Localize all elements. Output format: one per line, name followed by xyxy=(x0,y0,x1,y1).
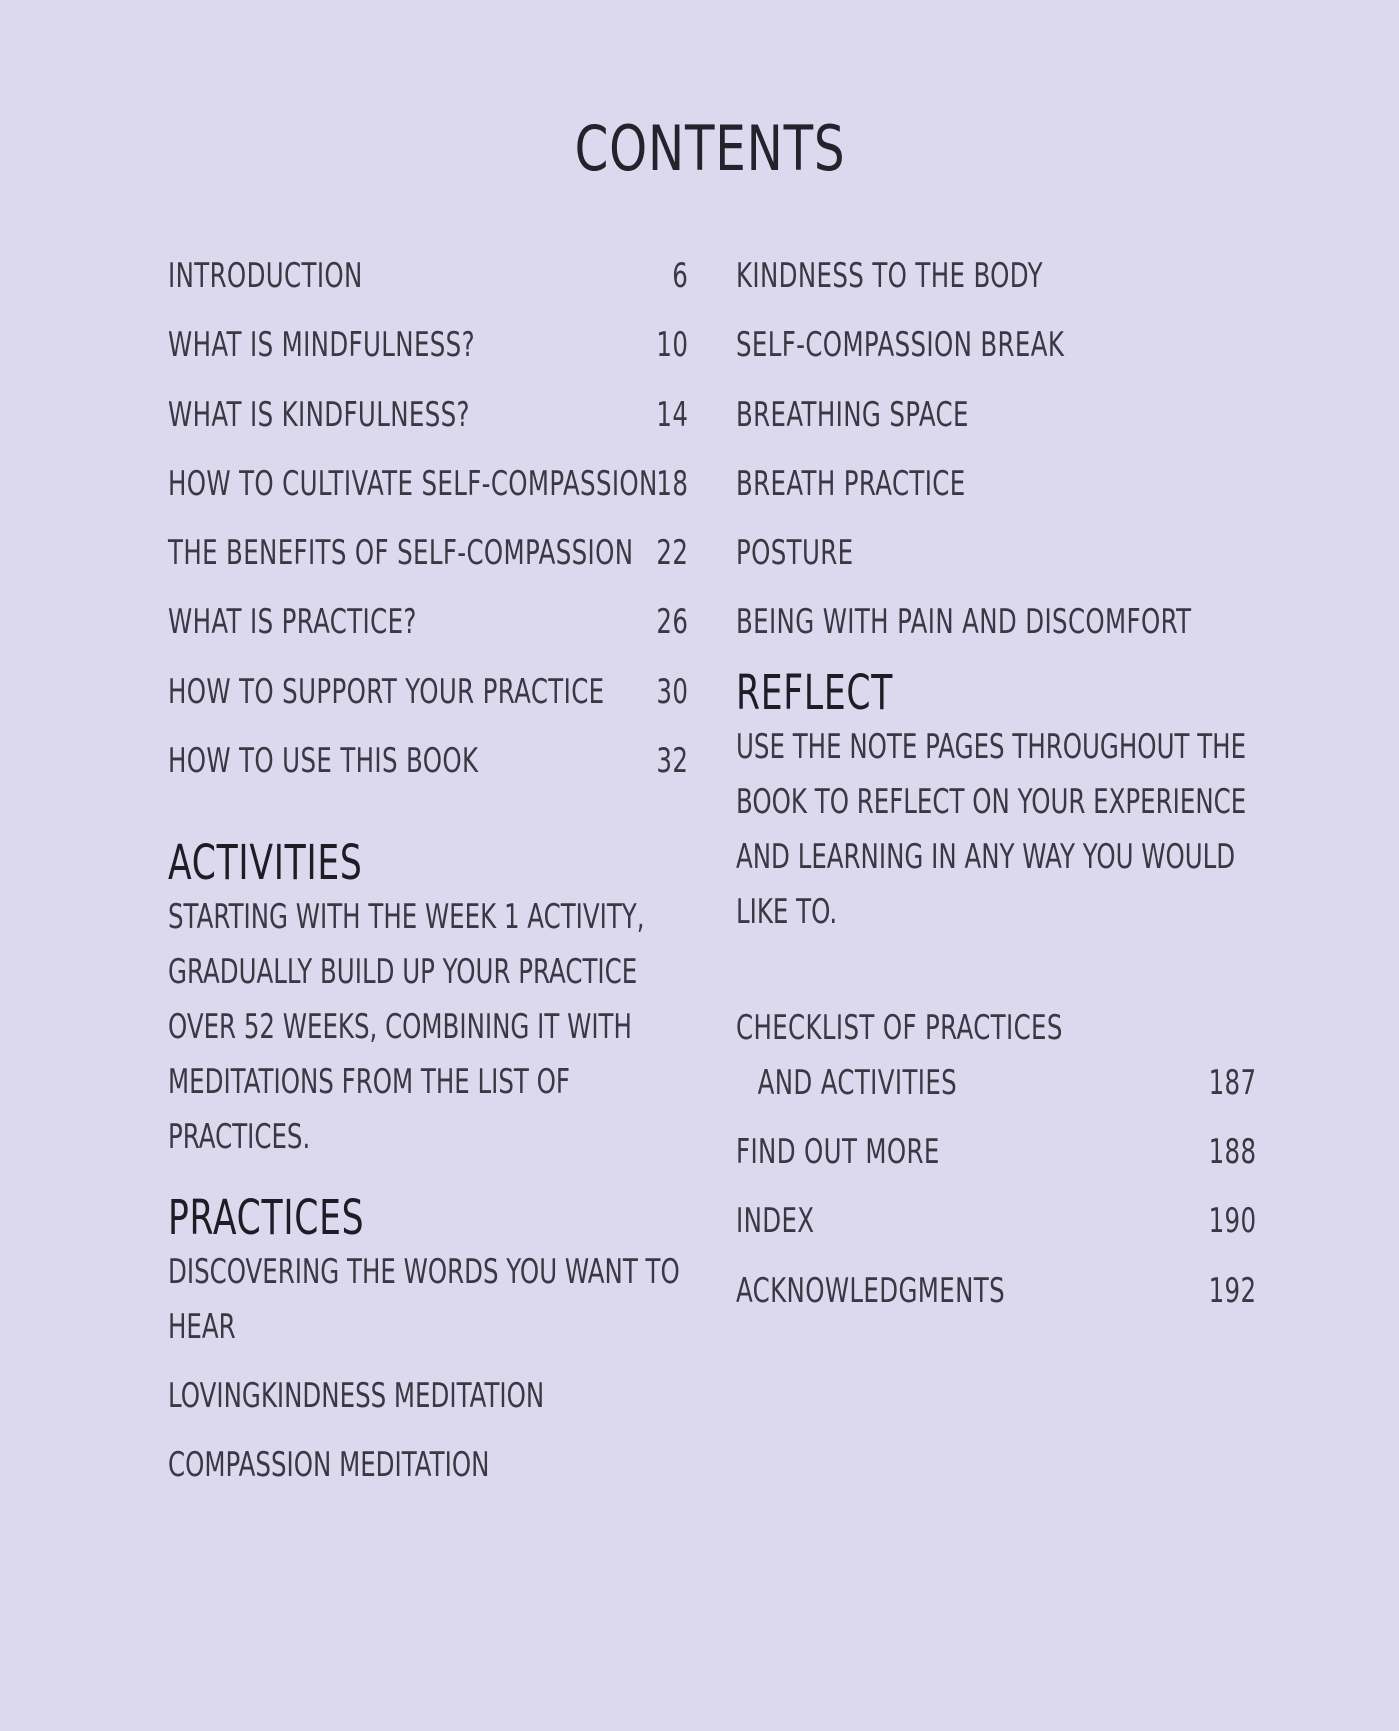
toc-entry-page: 10 xyxy=(656,325,688,366)
reflect-line: AND LEARNING IN ANY WAY YOU WOULD xyxy=(736,836,1236,877)
activities-line: MEDITATIONS FROM THE LIST OF xyxy=(168,1062,570,1103)
toc-entry[interactable] xyxy=(736,395,1256,464)
toc-entry-label: BREATH PRACTICE xyxy=(736,463,966,504)
toc-entry-label: CHECKLIST OF PRACTICES xyxy=(736,1007,1063,1048)
practice-item-line: COMPASSION MEDITATION xyxy=(168,1445,490,1486)
toc-entry-checklist[interactable] xyxy=(736,1008,1256,1063)
toc-entry-page: 188 xyxy=(1208,1132,1256,1173)
toc-entry-label: BEING WITH PAIN AND DISCOMFORT xyxy=(736,602,1192,643)
toc-entry-label: AND ACTIVITIES xyxy=(757,1062,958,1103)
toc-entry-label: POSTURE xyxy=(736,533,854,574)
toc-entry-page: 190 xyxy=(1208,1201,1256,1242)
toc-entry-page: 6 xyxy=(672,256,688,296)
activities-line: OVER 52 WEEKS, COMBINING IT WITH xyxy=(168,1007,632,1048)
activities-heading xyxy=(168,836,688,890)
toc-entry-label: BREATHING SPACE xyxy=(736,394,969,435)
activities-line: STARTING WITH THE WEEK 1 ACTIVITY, xyxy=(168,897,645,938)
toc-entry[interactable] xyxy=(168,395,688,464)
reflect-line: BOOK TO REFLECT ON YOUR EXPERIENCE xyxy=(736,781,1247,822)
practice-item[interactable] xyxy=(168,1369,688,1424)
reflect-line: USE THE NOTE PAGES THROUGHOUT THE xyxy=(736,726,1247,767)
toc-entry[interactable] xyxy=(736,1271,1256,1340)
toc-entry[interactable] xyxy=(168,256,688,325)
toc-entry[interactable] xyxy=(736,325,1256,394)
toc-entry-label: INDEX xyxy=(736,1201,815,1242)
practices-heading xyxy=(168,1191,688,1245)
toc-entry[interactable] xyxy=(168,533,688,602)
toc-entry[interactable] xyxy=(736,602,1256,671)
activities-heading-text: ACTIVITIES xyxy=(168,835,363,892)
practice-item[interactable] xyxy=(168,1438,688,1493)
toc-entry[interactable] xyxy=(736,1132,1256,1201)
reflect-line: LIKE TO. xyxy=(736,891,838,932)
practice-item-line: DISCOVERING THE WORDS YOU WANT TO xyxy=(168,1252,680,1293)
toc-entry[interactable] xyxy=(736,464,1256,533)
right-column xyxy=(736,256,1256,1340)
toc-entry-label: INTRODUCTION xyxy=(168,256,363,296)
toc-entry-label: WHAT IS KINDFULNESS? xyxy=(168,394,470,435)
toc-entry[interactable] xyxy=(736,533,1256,602)
practices-list xyxy=(168,1245,688,1493)
practices-heading-text: PRACTICES xyxy=(168,1190,365,1247)
left-column xyxy=(168,256,688,1493)
page-title: CONTENTS xyxy=(574,112,846,185)
toc-entry-page: 26 xyxy=(656,602,688,643)
toc-entry-label: HOW TO CULTIVATE SELF-COMPASSION xyxy=(168,463,658,504)
toc-entry-page: 187 xyxy=(1208,1062,1256,1103)
toc-entry-checklist-cont[interactable] xyxy=(736,1063,1256,1132)
toc-entry-page: 32 xyxy=(656,741,688,782)
reflect-heading-text: REFLECT xyxy=(736,664,894,721)
toc-entry-label: WHAT IS PRACTICE? xyxy=(168,602,417,643)
reflect-description xyxy=(736,720,1256,940)
toc-entry[interactable] xyxy=(168,325,688,394)
reflect-heading xyxy=(736,666,1256,720)
toc-entry[interactable] xyxy=(736,1201,1256,1270)
toc-entry[interactable] xyxy=(168,672,688,741)
practice-item-line: LOVINGKINDNESS MEDITATION xyxy=(168,1376,545,1417)
activities-line: PRACTICES. xyxy=(168,1117,311,1158)
practice-item-line: HEAR xyxy=(168,1307,236,1348)
toc-entry[interactable] xyxy=(168,464,688,533)
toc-entry-page: 14 xyxy=(656,394,688,435)
toc-entry-label: ACKNOWLEDGMENTS xyxy=(736,1270,1005,1311)
toc-entry[interactable] xyxy=(168,602,688,671)
toc-entry-label: KINDNESS TO THE BODY xyxy=(736,256,1043,296)
toc-entry-label: SELF-COMPASSION BREAK xyxy=(736,325,1065,366)
toc-entry-page: 18 xyxy=(656,463,688,504)
toc-entry-label: THE BENEFITS OF SELF-COMPASSION xyxy=(168,533,634,574)
toc-entry-page: 30 xyxy=(656,671,688,712)
toc-entry-label: HOW TO SUPPORT YOUR PRACTICE xyxy=(168,671,605,712)
toc-entry[interactable] xyxy=(736,256,1256,325)
activities-line: GRADUALLY BUILD UP YOUR PRACTICE xyxy=(168,952,638,993)
toc-entry[interactable] xyxy=(168,741,688,810)
toc-entry-page: 192 xyxy=(1208,1270,1256,1311)
activities-description xyxy=(168,890,688,1165)
practice-item[interactable] xyxy=(168,1245,688,1355)
toc-entry-label: WHAT IS MINDFULNESS? xyxy=(168,325,475,366)
toc-entry-label: FIND OUT MORE xyxy=(736,1132,940,1173)
toc-entry-page: 22 xyxy=(656,533,688,574)
toc-entry-label: HOW TO USE THIS BOOK xyxy=(168,741,479,782)
